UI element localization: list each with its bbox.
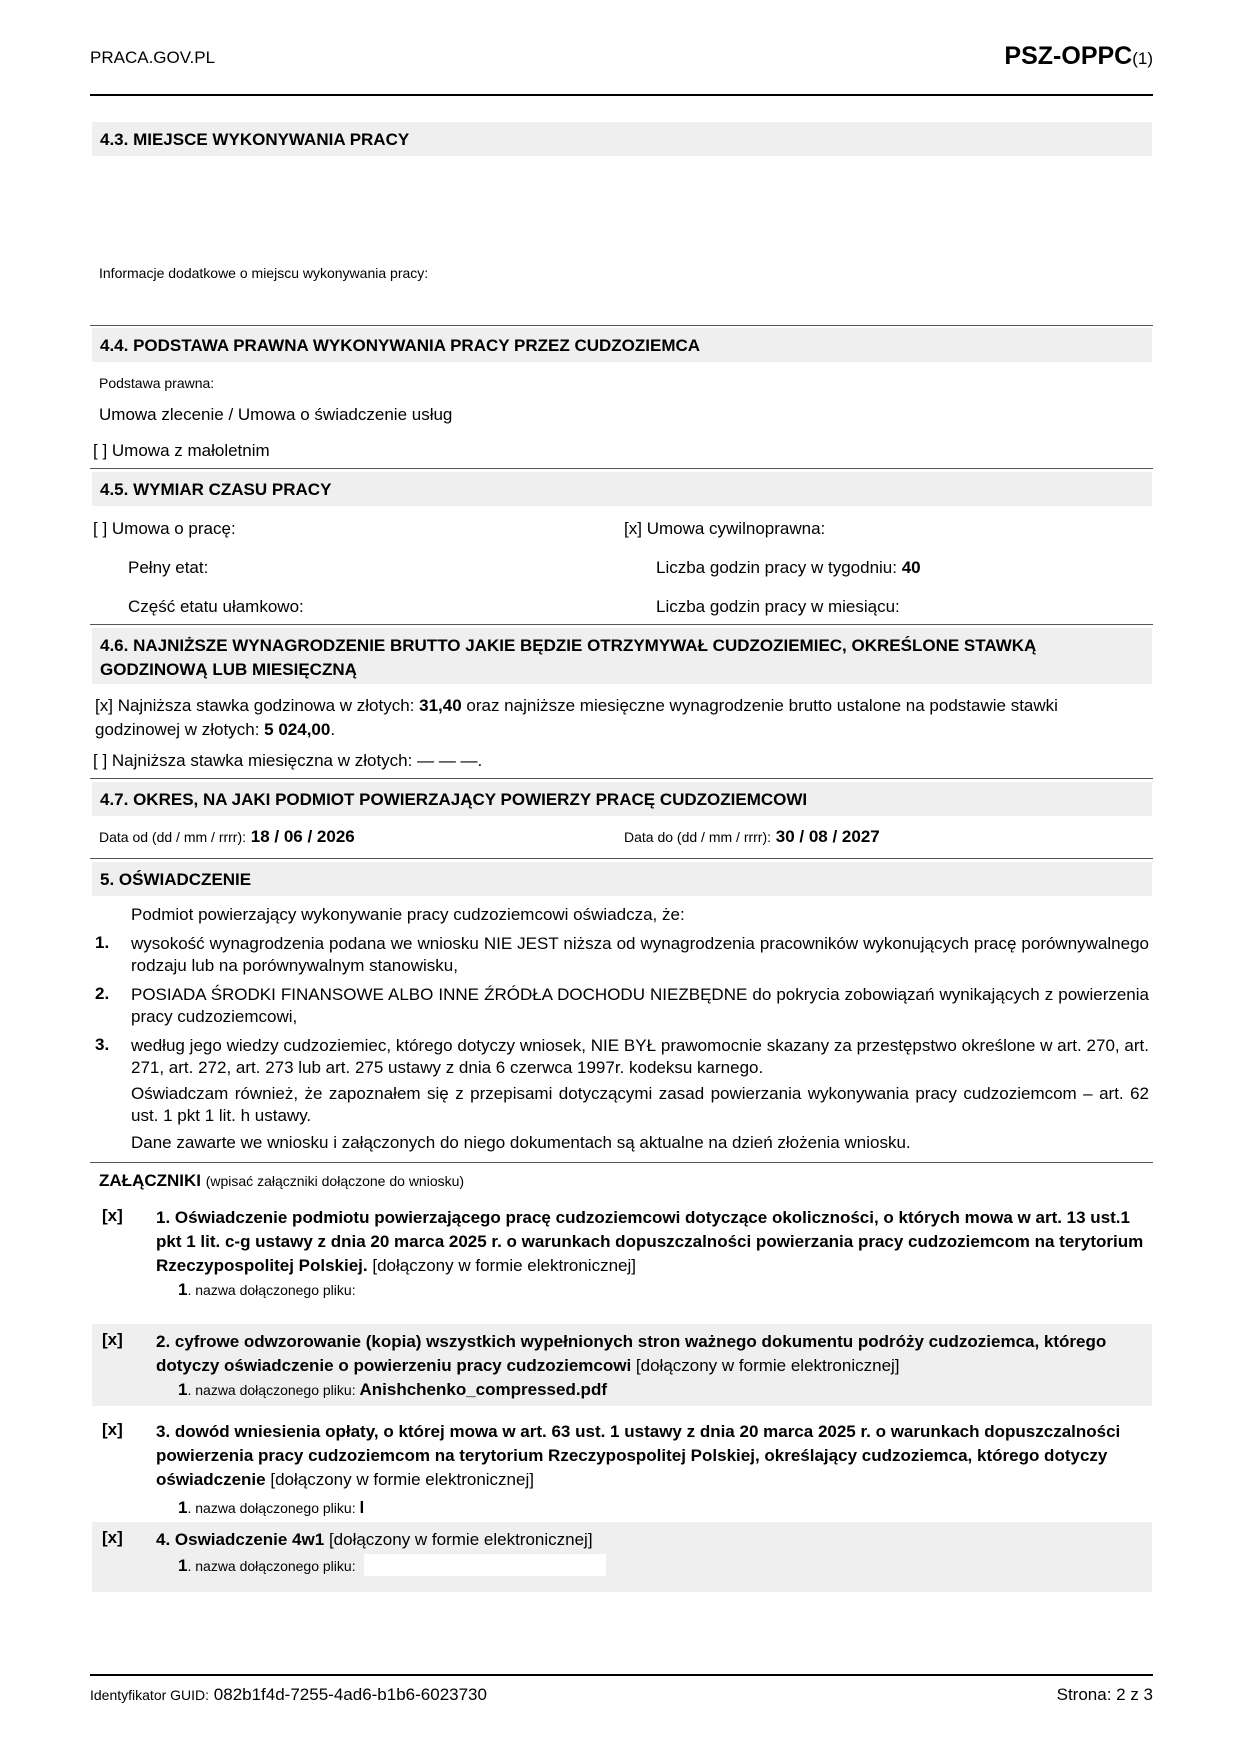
attachment-description [156, 1206, 1146, 1278]
section-4-3-title: 4.3. MIEJSCE WYKONYWANIA PRACY [92, 122, 1152, 156]
hourly-text3: godzinowej w złotych: [95, 720, 260, 739]
hourly-text2: oraz najniższe miesięczne wynagrodzenie brutto ustalone na podstawie stawki [466, 696, 1058, 715]
attachment-description-normal: [dołączony w formie elektronicznej] [635, 1356, 900, 1375]
basis-label: Podstawa prawna: [99, 375, 215, 391]
attachment-file-row: 1. nazwa dołączonego pliku: Anishchenko_compressed.pdf [178, 1380, 607, 1399]
section-4-6-title-line1: 4.6. NAJNIŻSZE WYNAGRODZENIE BRUTTO JAKIE BĘDZIE OTRZYMYWAŁ CUDZOZIEMIEC, OKREŚLONE STAWKĄ [100, 636, 1037, 655]
monthly-from-hourly-value: 5 024,00 [264, 720, 331, 739]
civil-label: Umowa cywilnoprawna: [646, 519, 826, 538]
hourly-checkbox: [x] [95, 696, 113, 715]
form-code-suffix: (1) [1132, 49, 1153, 68]
attachment-description-normal: [dołączony w formie elektronicznej] [328, 1530, 593, 1549]
attachment-description-bold: 4. Oswiadczenie 4w1 [156, 1530, 325, 1549]
attachment-file-row: 1. nazwa dołączonego pliku: l [178, 1498, 365, 1517]
attachment-file-row: 1. nazwa dołączonego pliku: [178, 1280, 356, 1299]
attachment-description-normal: [dołączony w formie elektronicznej] [372, 1256, 636, 1275]
hours-week-value: 40 [901, 558, 921, 577]
statement-intro: Podmiot powierzający wykonywanie pracy cudzoziemcowi oświadcza, że: [131, 905, 685, 924]
section-4-6-title-line2: GODZINOWĄ LUB MIESIĘCZNĄ [100, 660, 357, 679]
monthly-rate-row: [ ] Najniższa stawka miesięczna w złotych: — — —. [93, 751, 483, 770]
attachment-mark: [x] [102, 1420, 123, 1439]
attachment-item [92, 1200, 1152, 1304]
attachments-title: ZAŁĄCZNIKI [99, 1171, 201, 1190]
attachment-mark: [x] [102, 1206, 123, 1225]
site-name: PRACA.GOV.PL [90, 48, 216, 67]
section-rule [90, 325, 1153, 326]
section-rule [90, 468, 1153, 469]
statement-num-1: 1. [95, 933, 110, 952]
employment-checkbox: [ ] [93, 519, 108, 538]
basis-value: Umowa zlecenie / Umowa o świadczenie usług [99, 405, 453, 424]
statement-item-3: według jego wiedzy cudzoziemiec, którego dotyczy wniosek, NIE BYŁ prawomocnie skazany za przestępstwo określone w art. 270, art. 271, art. 272, art. 273 lub art. 275 ustawy z dnia 6 czerwca 1997r. kodeksu karnego. [131, 1036, 1149, 1077]
hourly-value: 31,40 [419, 696, 462, 715]
redaction-box [364, 1554, 606, 1576]
section-rule [90, 1162, 1153, 1163]
section-4-6-title [92, 628, 1152, 684]
page-number: Strona: 2 z 3 [1056, 1685, 1153, 1704]
attachment-item [92, 1522, 1152, 1592]
monthly-text: Najniższa stawka miesięczna w złotych: [111, 751, 413, 770]
form-code-text: PSZ-OPPC [1004, 42, 1133, 70]
section-rule [90, 624, 1153, 625]
section-4-7-title: 4.7. OKRES, NA JAKI PODMIOT POWIERZAJĄCY POWIERZY PRACĘ CUDZOZIEMCOWI [92, 782, 1152, 816]
attachments-header [99, 1170, 464, 1192]
attachment-file-num: 1 [178, 1280, 188, 1299]
minor-contract-row [93, 440, 270, 462]
statement-data-current: Dane zawarte we wniosku i załączonych do niego dokumentach są aktualne na dzień złożenia wniosku. [131, 1133, 911, 1152]
attachment-file-name: l [359, 1498, 365, 1517]
attachment-mark: [x] [102, 1330, 123, 1349]
employment-label: Umowa o pracę: [111, 519, 236, 538]
section-rule [90, 858, 1153, 859]
footer-guid [90, 1684, 487, 1706]
attachment-mark: [x] [102, 1528, 123, 1547]
date-to-value: 30 / 08 / 2027 [775, 827, 880, 846]
hourly-text1: Najniższa stawka godzinowa w złotych: [117, 696, 415, 715]
monthly-dashes: — — — [417, 751, 478, 770]
attachment-file-num: 1 [178, 1380, 188, 1399]
footer-rule [90, 1674, 1153, 1676]
attachment-file-label: nazwa dołączonego pliku: [195, 1282, 356, 1298]
statement-item-1: wysokość wynagrodzenia podana we wniosku NIE JEST niższa od wynagrodzenia pracowników wykonujących pracę porównywalnego rodzaju lub na porównywalnym stanowisku, [131, 934, 1149, 975]
attachment-file-num: 1 [178, 1498, 188, 1517]
hours-week-row [656, 557, 921, 579]
header-rule [90, 94, 1153, 96]
guid-label: Identyfikator GUID: [90, 1687, 210, 1703]
monthly-checkbox: [ ] [93, 751, 108, 770]
attachment-description-bold: 1. Oświadczenie podmiotu powierzającego pracę cudzoziemcowi dotyczące okoliczności, o których mowa w art. 13 ust.1 pkt 1 lit. c-g ustawy z dnia 20 marca 2025 r. o warunkach dopuszczalności powierzania pracy cudzoziemcom na terytorium Rzeczypospolitej Polskiej. [156, 1208, 1144, 1275]
attachment-description [156, 1330, 1146, 1378]
date-from-label: Data od (dd / mm / rrrr): [99, 829, 247, 845]
attachment-file-label: nazwa dołączonego pliku: [195, 1382, 356, 1398]
attachment-description-bold: 3. dowód wniesienia opłaty, o której mowa w art. 63 ust. 1 ustawy z dnia 20 marca 2025 r. o warunkach dopuszczalności powierzenia pracy cudzoziemcom na terytorium Rzeczypospolitej Polskiej, określający cudzoziemca, którego dotyczy oświadczenie [156, 1422, 1121, 1489]
attachment-file-name: Anishchenko_compressed.pdf [359, 1380, 607, 1399]
minor-label: Umowa z małoletnim [111, 441, 270, 460]
statement-num-2: 2. [95, 984, 110, 1003]
date-to-row [624, 826, 880, 848]
minor-checkbox: [ ] [93, 441, 108, 460]
attachment-item [92, 1324, 1152, 1406]
hours-week-label: Liczba godzin pracy w tygodniu: [656, 558, 897, 577]
attachment-file-label: nazwa dołączonego pliku: [195, 1500, 356, 1516]
attachment-file-row: 1. nazwa dołączonego pliku: [178, 1556, 356, 1575]
attachment-description [156, 1420, 1146, 1492]
full-time-label: Pełny etat: [128, 558, 209, 577]
extra-info-label: Informacje dodatkowe o miejscu wykonywania pracy: [99, 265, 429, 281]
attachment-file-label: nazwa dołączonego pliku: [195, 1558, 356, 1574]
part-time-label: Część etatu ułamkowo: [128, 597, 304, 616]
section-5-title: 5. OŚWIADCZENIE [92, 862, 1152, 896]
section-4-5-title: 4.5. WYMIAR CZASU PRACY [92, 472, 1152, 506]
form-code [1004, 42, 1153, 71]
section-4-4-title: 4.4. PODSTAWA PRAWNA WYKONYWANIA PRACY PRZEZ CUDZOZIEMCA [92, 328, 1152, 362]
hourly-rate-paragraph: [x] Najniższa stawka godzinowa w złotych: 31,40 oraz najniższe miesięczne wynagrodzenie brutto ustalone na podstawie stawki godzinowej w złotych: 5 024,00. [95, 696, 1058, 739]
attachment-file-num: 1 [178, 1556, 188, 1575]
date-from-row [99, 826, 355, 848]
attachment-item [92, 1414, 1152, 1518]
attachment-description-normal: [dołączony w formie elektronicznej] [270, 1470, 534, 1489]
attachments-subtitle: (wpisać załączniki dołączone do wniosku) [205, 1173, 465, 1189]
hours-month-label: Liczba godzin pracy w miesiącu: [656, 597, 900, 616]
statement-num-3: 3. [95, 1035, 110, 1054]
date-to-label: Data do (dd / mm / rrrr): [624, 829, 772, 845]
employment-row [93, 518, 236, 540]
guid-value: 082b1f4d-7255-4ad6-b1b6-6023730 [213, 1685, 487, 1704]
civil-checkbox: [x] [624, 519, 642, 538]
section-rule [90, 778, 1153, 779]
attachment-description-bold: 2. cyfrowe odwzorowanie (kopia) wszystkich wypełnionych stron ważnego dokumentu podróży cudzoziemca, którego dotyczy oświadczenie o powierzeniu pracy cudzoziemcowi [156, 1332, 1107, 1375]
civil-row [624, 518, 825, 540]
attachment-description [156, 1528, 1146, 1552]
statement-item-2: POSIADA ŚRODKI FINANSOWE ALBO INNE ŹRÓDŁA DOCHODU NIEZBĘDNE do pokrycia zobowiązań wynikających z powierzenia pracy cudzoziemcowi, [131, 985, 1149, 1026]
statement-also: Oświadczam również, że zapoznałem się z przepisami dotyczącymi zasad powierzania wykonywania pracy cudzoziemcom – art. 62 ust. 1 pkt 1 lit. h ustawy. [131, 1084, 1149, 1125]
date-from-value: 18 / 06 / 2026 [250, 827, 355, 846]
